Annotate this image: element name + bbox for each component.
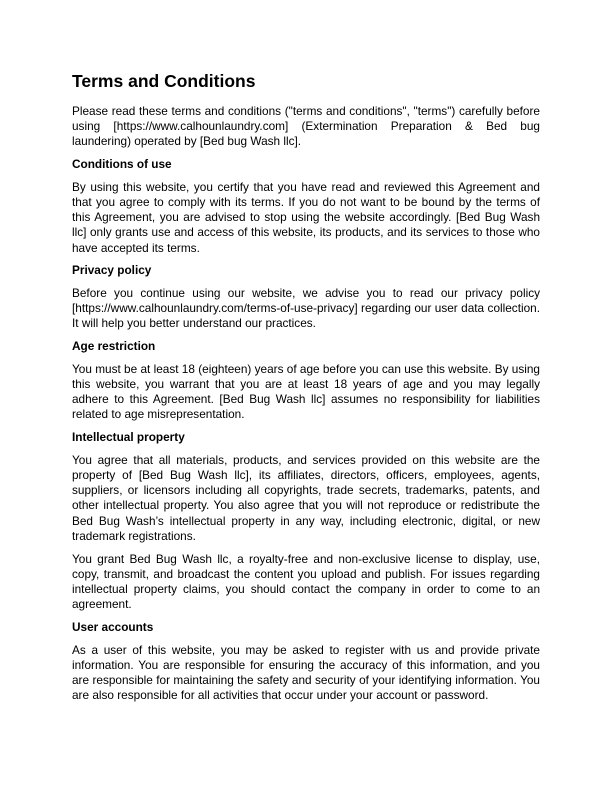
section-intellectual-property	[72, 430, 540, 612]
section-heading: Privacy policy	[72, 263, 152, 278]
section-paragraph: You must be at least 18 (eighteen) years of age before you can use this website. By using this website, you warrant that you are at least 18 years of age and you may legally adhere to this Agreement. [Bed Bug Wash llc] assumes no responsibility for liabilities related to age misrepresentation.	[72, 361, 540, 422]
section-heading: Intellectual property	[72, 430, 185, 445]
section-user-accounts	[72, 620, 540, 704]
section-conditions-of-use	[72, 157, 540, 256]
page-title: Terms and Conditions	[72, 71, 256, 91]
document-page	[72, 70, 540, 711]
intro-paragraph: Please read these terms and conditions ("terms and conditions", "terms") carefully before using [https://www.calhounlaundry.com] (Extermination Preparation & Bed bug laundering) operated by [Bed bug Wash llc].	[72, 104, 540, 149]
section-privacy-policy	[72, 263, 540, 331]
section-paragraph: Before you continue using our website, we advise you to read our privacy policy [https://www.calhounlaundry.com/terms-of-use-privacy] regarding our user data collection. It will help you better understand our practices.	[72, 286, 540, 331]
section-heading: Age restriction	[72, 339, 156, 354]
section-heading: Conditions of use	[72, 157, 172, 172]
section-age-restriction	[72, 339, 540, 423]
section-paragraph: By using this website, you certify that you have read and reviewed this Agreement and that you agree to comply with its terms. If you do not want to be bound by the terms of this Agreement, you are advised to stop using the website accordingly. [Bed Bug Wash llc] only grants use and access of this website, its products, and its services to those who have accepted its terms.	[72, 179, 540, 255]
section-paragraph: You agree that all materials, products, and services provided on this website are the property of [Bed Bug Wash llc], its affiliates, directors, officers, employees, agents, suppliers, or licensors including all copyrights, trade secrets, trademarks, patents, and other intellectual property. You also agree that you will not reproduce or redistribute the Bed Bug Wash’s intellectual property in any way, including electronic, digital, or new trademark registrations.	[72, 452, 540, 543]
section-paragraph: You grant Bed Bug Wash llc, a royalty-free and non-exclusive license to display, use, copy, transmit, and broadcast the content you upload and publish. For issues regarding intellectual property claims, you should contact the company in order to come to an agreement.	[72, 551, 540, 612]
section-heading: User accounts	[72, 619, 154, 634]
section-paragraph: As a user of this website, you may be asked to register with us and provide private information. You are responsible for ensuring the accuracy of this information, and you are responsible for maintaining the safety and security of your identifying information. You are also responsible for all activities that occur under your account or password.	[72, 642, 540, 703]
